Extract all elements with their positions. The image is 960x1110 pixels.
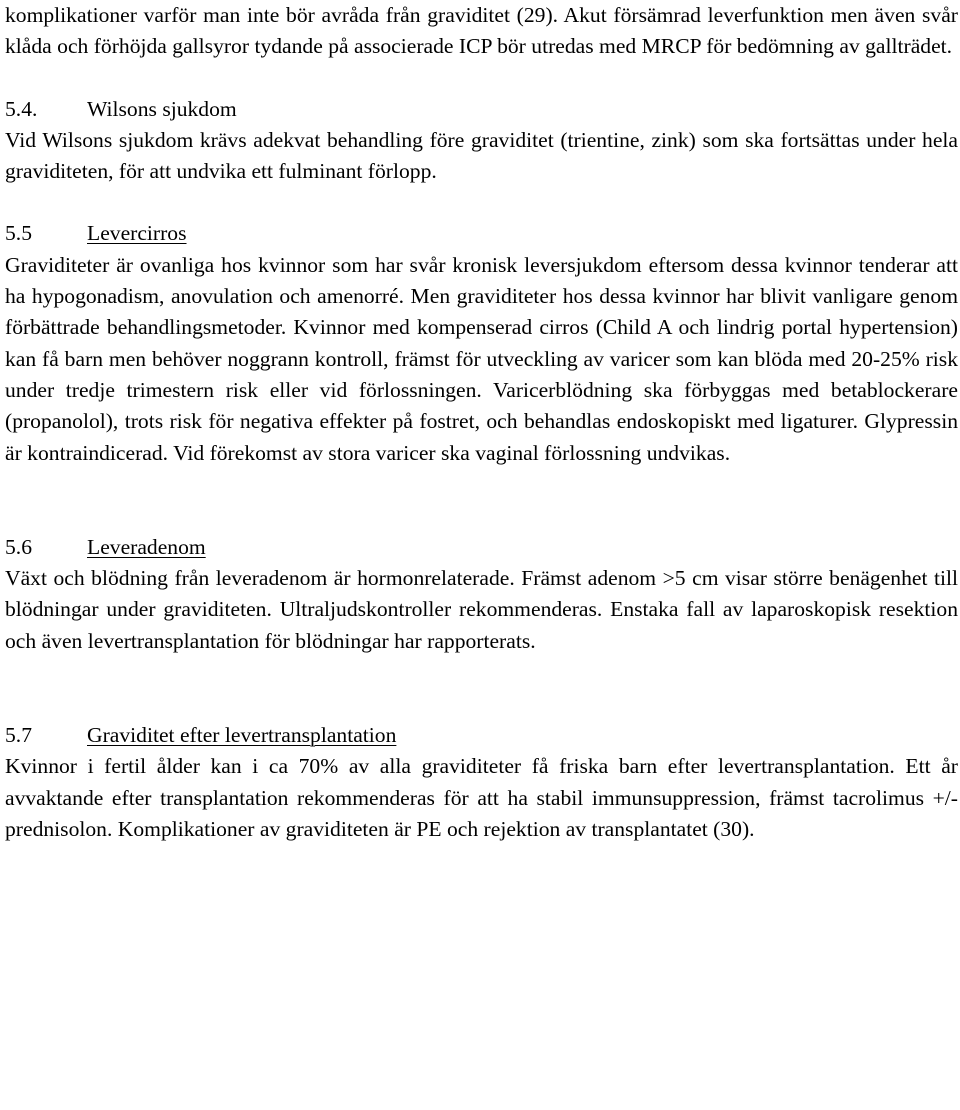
section-number: 5.4. (5, 96, 38, 121)
document-page (5, 0, 958, 845)
section-heading-levertransplantation (5, 720, 958, 751)
section-title: Levercirros (87, 221, 187, 246)
section-number: 5.5 (5, 221, 32, 246)
spacer (5, 657, 958, 720)
section-body-levercirros: Graviditeter är ovanliga hos kvinnor som har svår kronisk leversjukdom eftersom dessa kvinnor tenderar att ha hypogonadism, anovulation och amenorré. Men graviditeter hos dessa kvinnor har blivit vanligare genom förbättrade behandlingsmetoder. Kvinnor med kompenserad cirros (Child A och lindrig portal hypertension) kan få barn men behöver noggrann kontroll, främst för utveckling av varicer som kan blöda med 20-25% risk under tredje trimestern risk eller vid förlossningen. Varicerblödning ska förbyggas med betablockerare (propanolol), trots risk för negativa effekter på fostret, och behandlas endoskopiskt med ligaturer. Glypressin är kontraindicerad. Vid förekomst av stora varicer ska vaginal förlossning undvikas. (5, 252, 958, 465)
section-heading-levercirros (5, 218, 958, 249)
intro-paragraph: komplikationer varför man inte bör avråda från graviditet (29). Akut försämrad leverfunktion men även svår klåda och förhöjda gallsyror tydande på associerade ICP bör utredas med MRCP för bedömning av gallträdet. (5, 3, 958, 59)
spacer (5, 187, 958, 218)
section-heading-leveradenom (5, 532, 958, 563)
section-number: 5.6 (5, 534, 32, 559)
section-body-leveradenom: Växt och blödning från leveradenom är hormonrelaterade. Främst adenom >5 cm visar större benägenhet till blödningar under graviditeten. Ultraljudskontroller rekommenderas. Enstaka fall av laparoskopisk resektion och även levertransplantation för blödningar har rapporterats. (5, 566, 958, 653)
section-number: 5.7 (5, 723, 32, 748)
section-title: Wilsons sjukdom (87, 96, 237, 121)
section-body-levertransplantation: Kvinnor i fertil ålder kan i ca 70% av alla graviditeter få friska barn efter levertransplantation. Ett år avvaktande efter transplantation rekommenderas för att ha stabil immunsuppression, främst tacrolimus +/- prednisolon. Komplikationer av graviditeten är PE och rejektion av transplantatet (30). (5, 754, 958, 841)
section-body-wilsons: Vid Wilsons sjukdom krävs adekvat behandling före graviditet (trientine, zink) som ska fortsättas under hela graviditeten, för att undvika ett fulminant förlopp. (5, 127, 958, 184)
section-title: Leveradenom (87, 534, 206, 559)
spacer (5, 63, 958, 94)
spacer (5, 469, 958, 532)
section-title: Graviditet efter levertransplantation (87, 723, 397, 748)
section-heading-wilsons (5, 94, 958, 125)
